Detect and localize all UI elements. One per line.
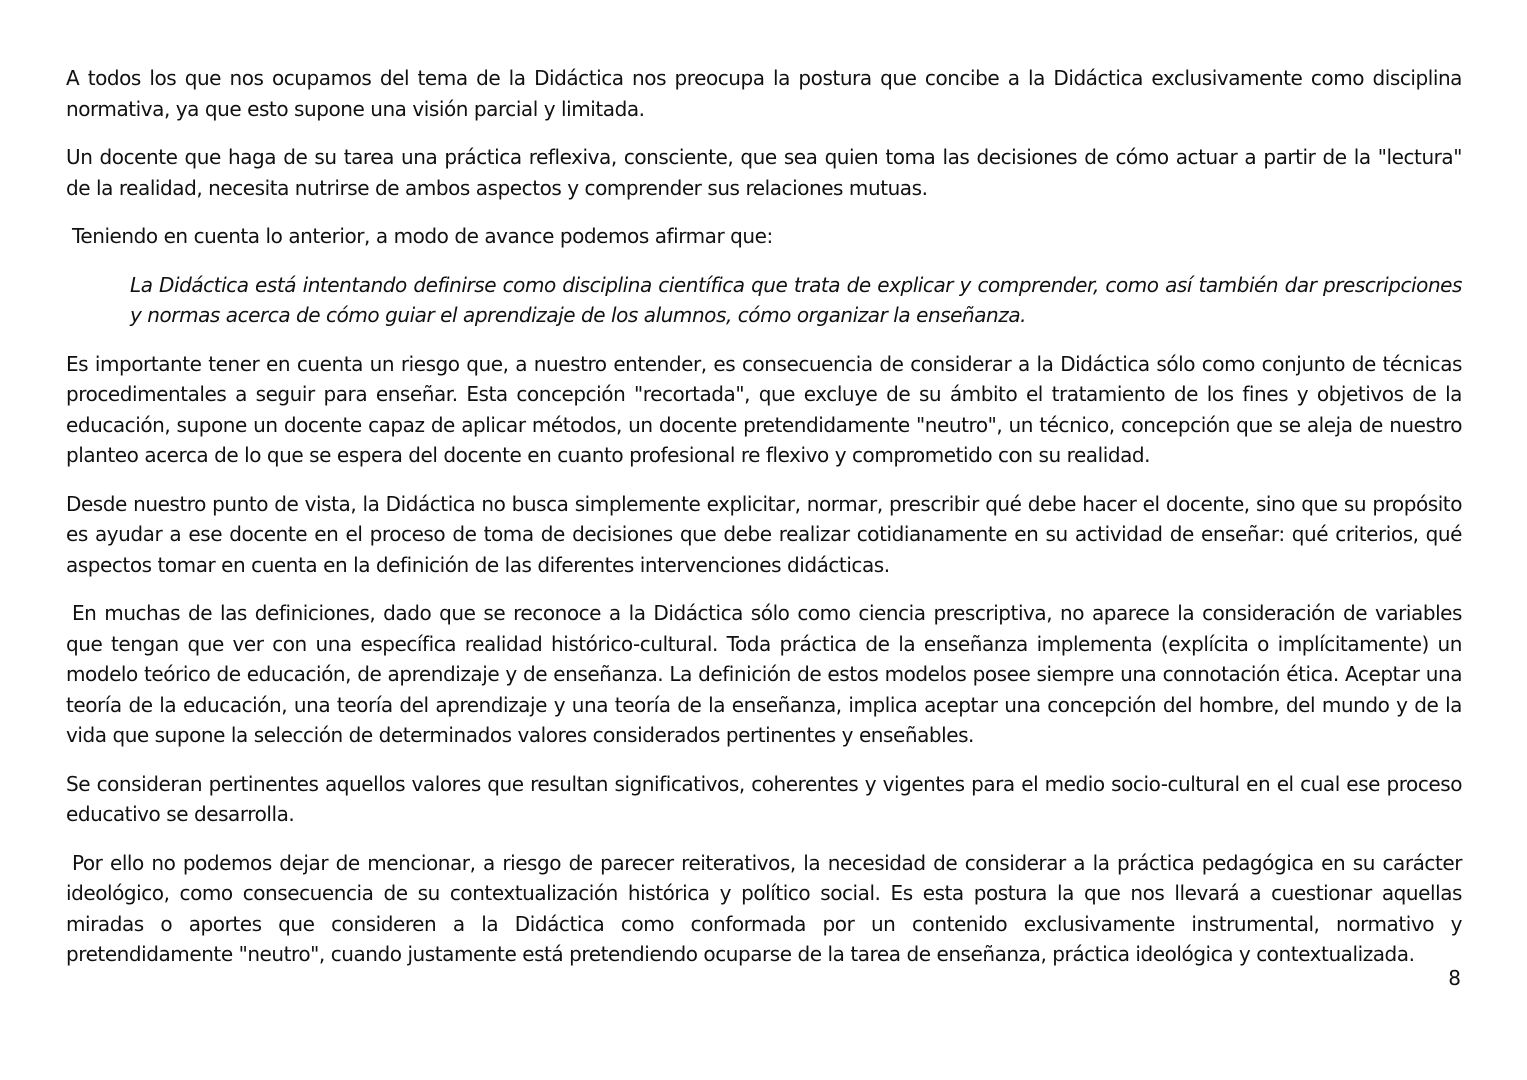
paragraph-riesgo-tecnicas: Es importante tener en cuenta un riesgo que, a nuestro entender, es consecuencia de considerar a la Didáctica sólo como conjunto de técnicas procedimentales a seguir para enseñar. Esta concepción "recortada", que excluye de su ámbito el tratamiento de los fines y objetivos de la educación, supone un docente capaz de aplicar métodos, un docente pretendidamente "neutro", un técnico, concepción que se aleja de nuestro planteo acerca de lo que se espera del docente en cuanto profesional re flexivo y comprometido con su realidad. xyxy=(66,351,1462,467)
definition-quote: La Didáctica está intentando definirse como disciplina científica que trata de explicar y comprender, como así también dar prescripciones y normas acerca de cómo guiar el aprendizaje de los alumnos, cómo organizar la enseñanza. xyxy=(130,272,1462,327)
paragraph-definiciones: En muchas de las definiciones, dado que se reconoce a la Didáctica sólo como ciencia prescriptiva, no aparece la consideración de variables que tengan que ver con una específica realidad histórico-cultural. Toda práctica de la enseñanza implementa (explícita o implícitamente) un modelo teórico de educación, de aprendizaje y de enseñanza. La definición de estos modelos posee siempre una connotación ética. Aceptar una teoría de la educación, una teoría del aprendizaje y una teoría de la enseñanza, implica aceptar una concepción del hombre, del mundo y de la vida que supone la selección de determinados valores considerados pertinentes y enseñables. xyxy=(66,601,1462,747)
paragraph-avance-intro: Teniendo en cuenta lo anterior, a modo de avance podemos afirmar que: xyxy=(72,224,773,248)
page-number: 8 xyxy=(1448,966,1461,990)
paragraph-didactica-normativa: A todos los que nos ocupamos del tema de la Didáctica nos preocupa la postura que concibe a la Didáctica exclusivamente como disciplina normativa, ya que esto supone una visión parcial y limitada. xyxy=(66,66,1462,121)
paragraph-valores-pertinentes: Se consideran pertinentes aquellos valores que resultan significativos, coherentes y vigentes para el medio socio-cultural en el cual ese proceso educativo se desarrolla. xyxy=(66,771,1462,826)
paragraph-docente-reflexivo: Un docente que haga de su tarea una práctica reflexiva, consciente, que sea quien toma las decisiones de cómo actuar a partir de la "lectura" de la realidad, necesita nutrirse de ambos aspectos y comprender sus relaciones mutuas. xyxy=(66,145,1462,200)
paragraph-caracter-ideologico: Por ello no podemos dejar de mencionar, a riesgo de parecer reiterativos, la necesidad de considerar a la práctica pedagógica en su carácter ideológico, como consecuencia de su contextualización histórica y político social. Es esta postura la que nos llevará a cuestionar aquellas miradas o aportes que consideren a la Didáctica como conformada por un contenido exclusivamente instrumental, normativo y pretendidamente "neutro", cuando justamente está pretendiendo ocuparse de la tarea de enseñanza, práctica ideológica y contextualizada. xyxy=(66,850,1462,966)
paragraph-punto-de-vista: Desde nuestro punto de vista, la Didáctica no busca simplemente explicitar, normar, prescribir qué debe hacer el docente, sino que su propósito es ayudar a ese docente en el proceso de toma de decisiones que debe realizar cotidianamente en su actividad de enseñar: qué criterios, qué aspectos tomar en cuenta en la definición de las diferentes intervenciones didácticas. xyxy=(66,491,1462,577)
document-page xyxy=(66,63,1462,988)
